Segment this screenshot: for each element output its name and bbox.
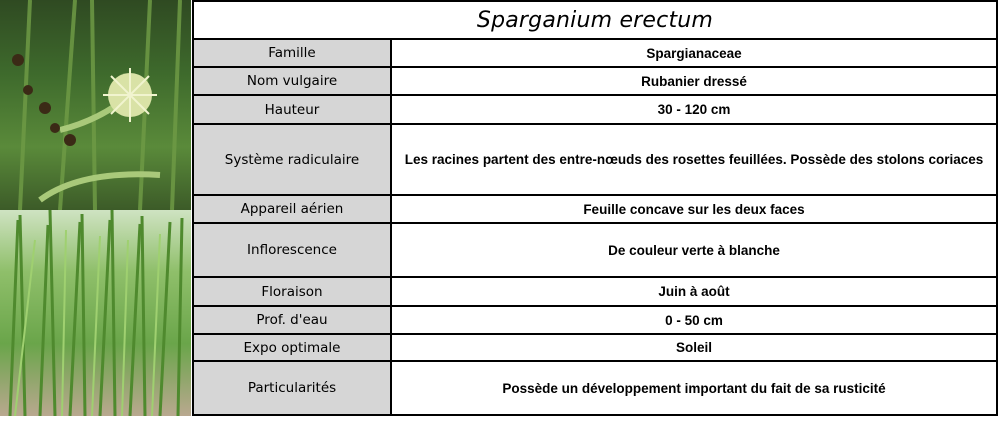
row-value: Les racines partent des entre-nœuds des rosettes feuillées. Possède des stolons coriaces (404, 152, 984, 167)
row-value-cell (392, 362, 996, 414)
row-value: Soleil (675, 340, 712, 355)
row-value: Spargianaceae (646, 45, 742, 61)
row-label-cell (194, 307, 390, 333)
plant-clump-photo (0, 210, 191, 416)
species-title: Sparganium erectum (476, 7, 714, 33)
plant-photos (0, 0, 191, 416)
row-value: De couleur verte à blanche (608, 242, 780, 258)
flower-head-photo (0, 0, 191, 210)
row-label-cell (194, 335, 390, 360)
table-row (194, 68, 996, 94)
row-label-cell (194, 40, 390, 66)
row-label-cell (194, 196, 390, 222)
row-value-cell (392, 278, 996, 305)
table-row (194, 40, 996, 66)
row-label-cell (194, 125, 390, 194)
title-cell (194, 2, 996, 38)
row-value: Possède un développement important du fait de sa rusticité (502, 380, 886, 396)
row-value-cell (392, 96, 996, 123)
row-label: Nom vulgaire (246, 73, 338, 89)
row-value-cell (392, 68, 996, 94)
row-value-cell (392, 335, 996, 360)
row-value-cell (392, 40, 996, 66)
row-label: Inflorescence (247, 242, 337, 258)
row-value-cell (392, 224, 996, 276)
row-label-cell (194, 96, 390, 123)
row-value: Juin à août (658, 284, 730, 299)
table-row (194, 224, 996, 276)
row-label: Hauteur (264, 101, 320, 118)
plant-info-table (192, 0, 998, 416)
row-label: Appareil aérien (240, 201, 344, 217)
row-value: 30 - 120 cm (657, 102, 731, 117)
row-label-cell (194, 68, 390, 94)
row-value: 0 - 50 cm (665, 312, 723, 328)
row-value: Rubanier dressé (641, 73, 747, 89)
row-label-cell (194, 224, 390, 276)
row-value: Feuille concave sur les deux faces (583, 201, 805, 217)
row-label-cell (194, 362, 390, 414)
row-label: Expo optimale (243, 339, 341, 356)
table-row (194, 96, 996, 123)
row-value-cell (392, 307, 996, 333)
row-label: Système radiculaire (224, 151, 360, 168)
table-row (194, 125, 996, 194)
table-row (194, 196, 996, 222)
table-row (194, 307, 996, 333)
table-row (194, 278, 996, 305)
table-row (194, 362, 996, 414)
row-value-cell (392, 196, 996, 222)
table-row (194, 335, 996, 360)
row-value-cell (392, 125, 996, 194)
row-label: Famille (268, 45, 316, 61)
row-label: Prof. d'eau (256, 312, 328, 328)
row-label-cell (194, 278, 390, 305)
row-label: Particularités (247, 380, 337, 396)
row-label: Floraison (261, 283, 323, 300)
